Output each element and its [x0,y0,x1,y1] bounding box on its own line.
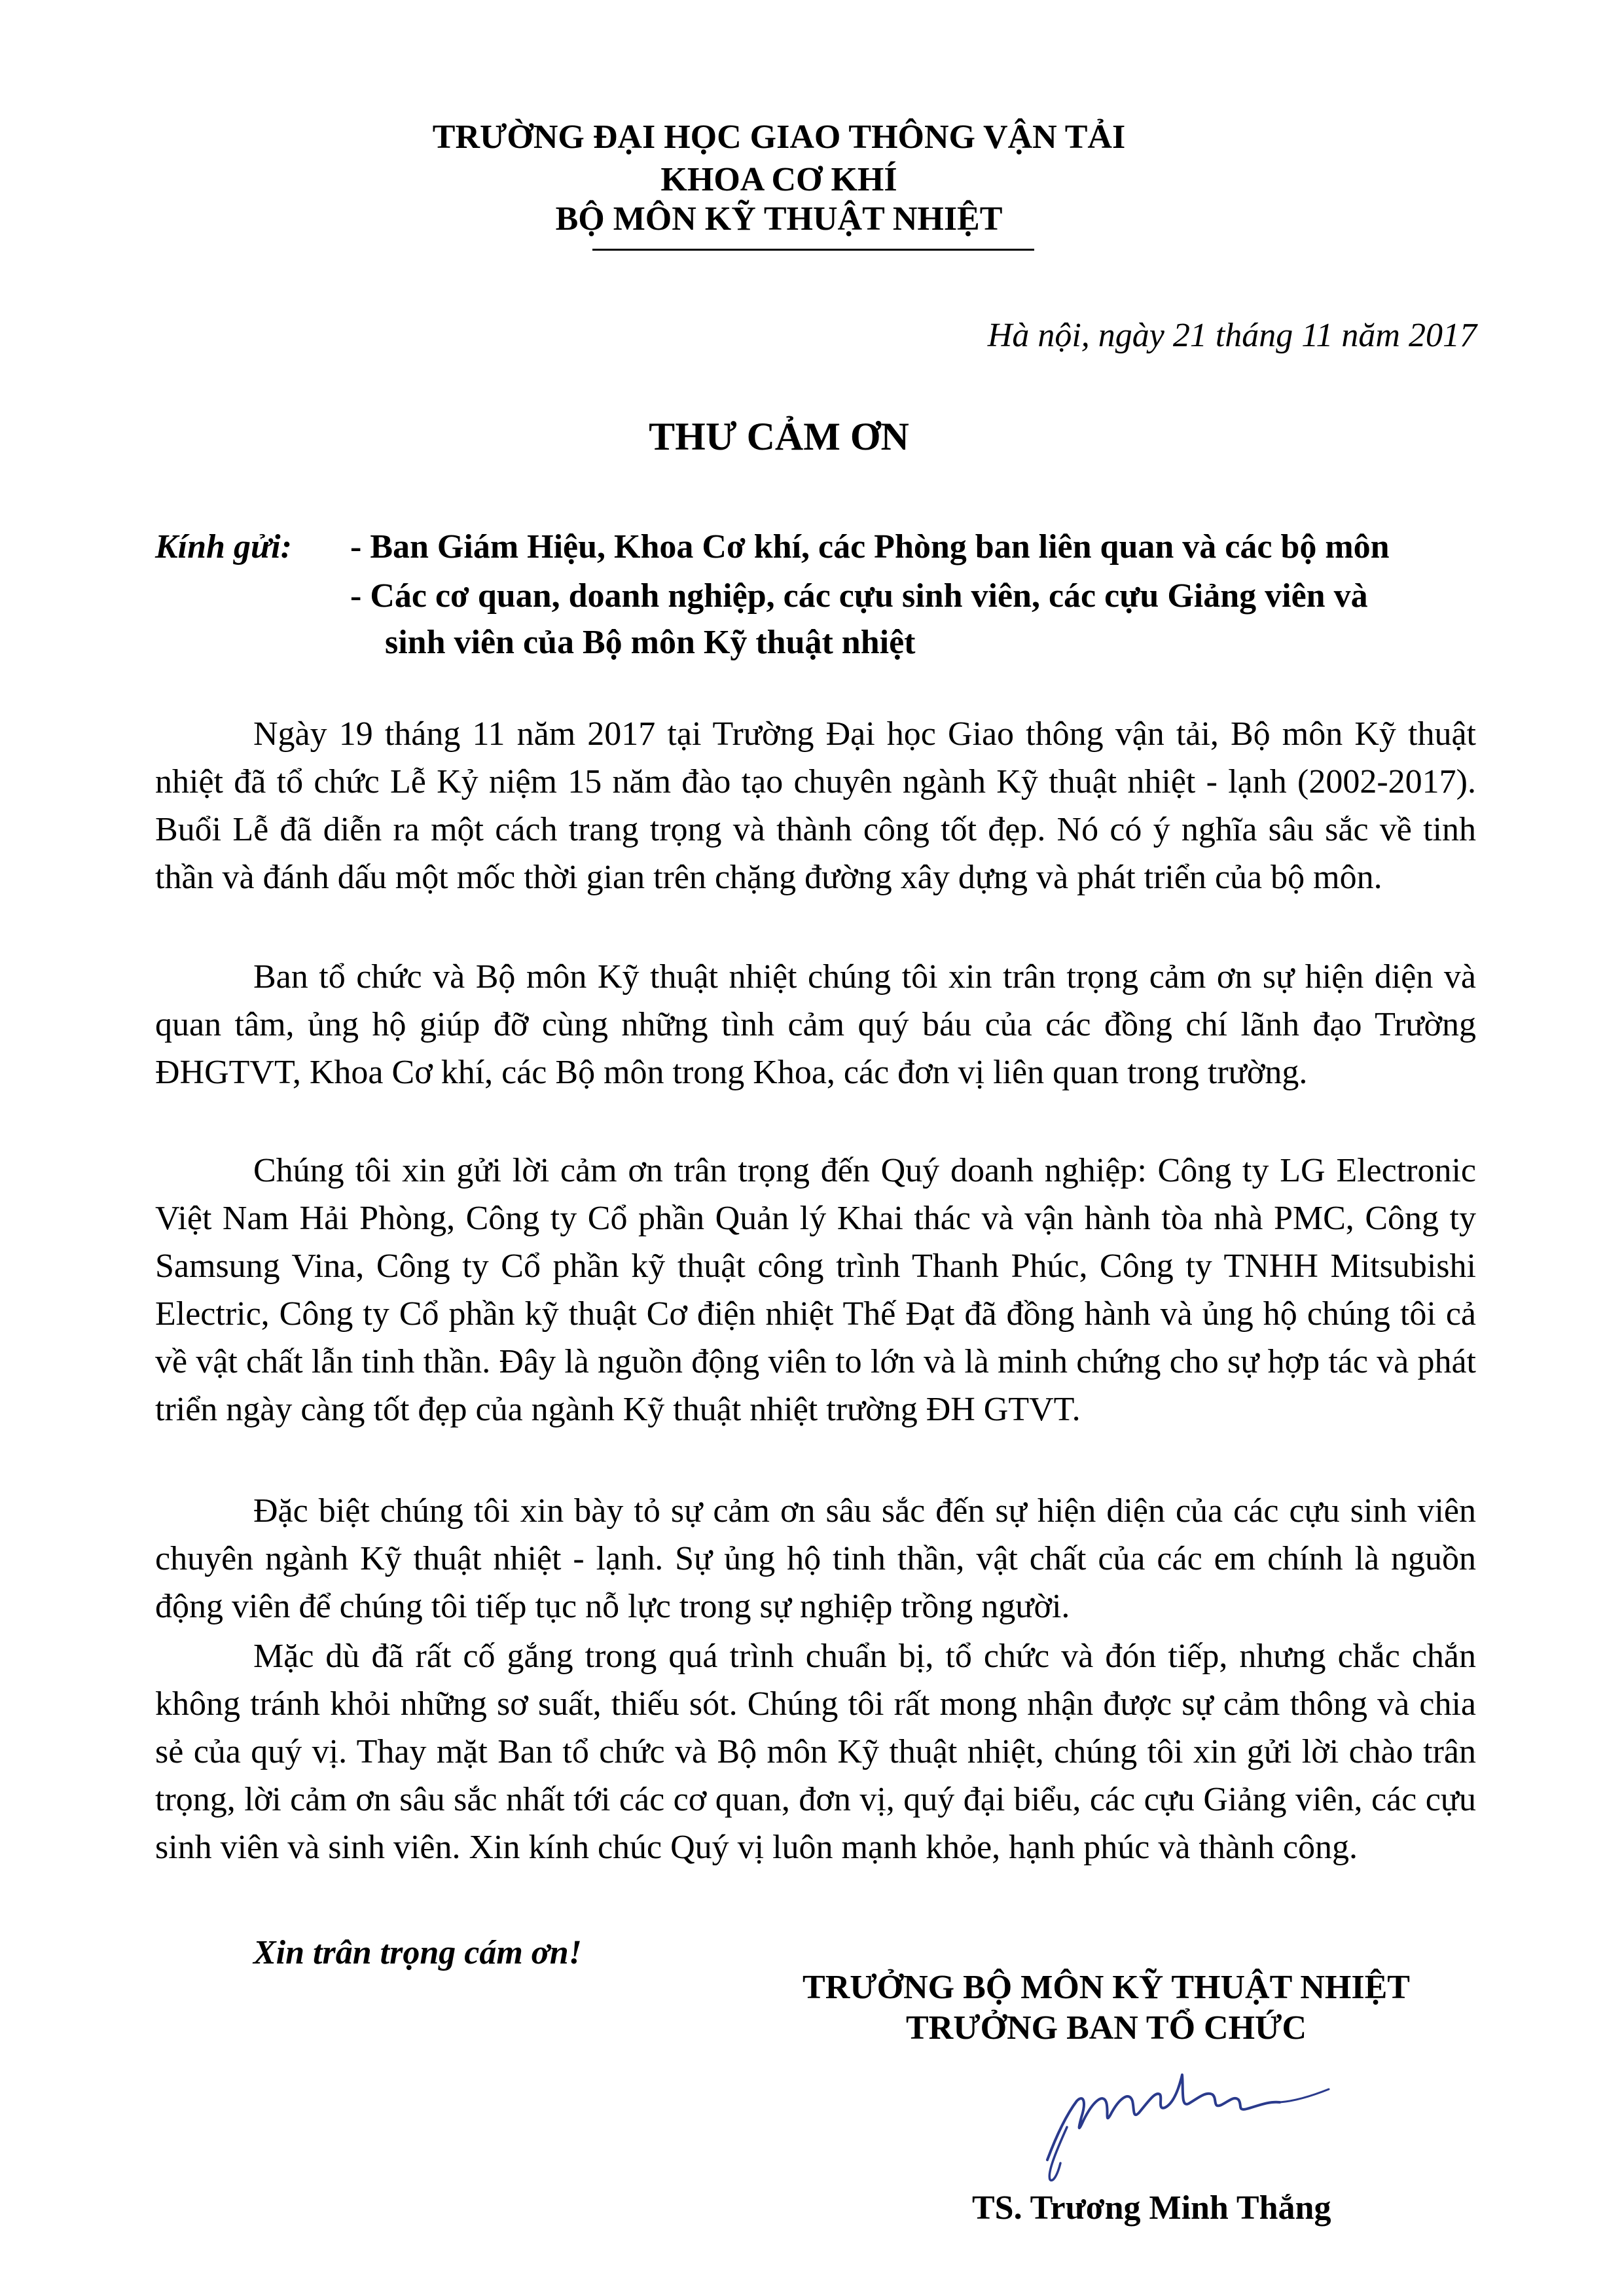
body-paragraph: Ban tổ chức và Bộ môn Kỹ thuật nhiệt chúng tôi xin trân trọng cảm ơn sự hiện diện và quan tâm, ủng hộ giúp đỡ cùng những tình cảm quý báu của các đồng chí lãnh đạo Trường ĐHGTVT, Khoa Cơ khí, các Bộ môn trong Khoa, các đơn vị liên quan trong trường. [155,958,1476,1091]
body-paragraph: Mặc dù đã rất cố gắng trong quá trình chuẩn bị, tổ chức và đón tiếp, nhưng chắc chắn không tránh khỏi những sơ suất, thiếu sót. Chúng tôi rất mong nhận được sự cảm thông và chia sẻ của quý vị. Thay mặt Ban tổ chức và Bộ môn Kỹ thuật nhiệt, chúng tôi xin gửi lời chào trân trọng, lời cảm ơn sâu sắc nhất tới các cơ quan, đơn vị, quý đại biểu, các cựu Giảng viên, các cựu sinh viên và sinh viên. Xin kính chúc Quý vị luôn mạnh khỏe, hạnh phúc và thành công. [155,1638,1476,1866]
closing-line: Xin trân trọng cám ơn! [253,1934,582,1971]
signer-name: TS. Trương Minh Thắng [972,2189,1331,2227]
recipient-item: sinh viên của Bộ môn Kỹ thuật nhiệt [385,624,916,661]
header-university: TRƯỜNG ĐẠI HỌC GIAO THÔNG VẬN TẢI [432,118,1126,156]
body-paragraph: Chúng tôi xin gửi lời cảm ơn trân trọng đến Quý doanh nghiệp: Công ty LG Electronic Việt Nam Hải Phòng, Công ty Cổ phần Quản lý Khai thác và vận hành tòa nhà PMC, Công ty Samsung Vina, Công ty Cổ phần kỹ thuật công trình Thanh Phúc, Công ty TNHH Mitsubishi Electric, Công ty Cổ phần kỹ thuật Cơ điện nhiệt Thế Đạt đã đồng hành và ủng hộ chúng tôi cả về vật chất lẫn tinh thần. Đây là nguồn động viên to lớn và là minh chứng cho sự hợp tác và phát triển ngày càng tốt đẹp của ngành Kỹ thuật nhiệt trường ĐH GTVT. [155,1152,1476,1428]
header-underline [592,249,1034,251]
signer-title-2: TRƯỞNG BAN TỔ CHỨC [906,2009,1307,2047]
recipient-item: - Ban Giám Hiệu, Khoa Cơ khí, các Phòng ban liên quan và các bộ môn [350,528,1390,565]
date-line: Hà nội, ngày 21 tháng 11 năm 2017 [987,317,1477,354]
body-paragraph: Đặc biệt chúng tôi xin bày tỏ sự cảm ơn sâu sắc đến sự hiện diện của các cựu sinh viên chuyên ngành Kỹ thuật nhiệt - lạnh. Sự ủng hộ tinh thần, vật chất của các em chính là nguồn động viên để chúng tôi tiếp tục nỗ lực trong sự nghiệp trồng người. [155,1492,1476,1625]
handwritten-signature [1021,2055,1335,2186]
letter-title: THƯ CẢM ƠN [649,415,909,458]
header-faculty: KHOA CƠ KHÍ [660,161,897,198]
body-paragraph: Ngày 19 tháng 11 năm 2017 tại Trường Đại học Giao thông vận tải, Bộ môn Kỹ thuật nhiệt đã tổ chức Lễ Kỷ niệm 15 năm đào tạo chuyên ngành Kỹ thuật nhiệt - lạnh (2002-2017). Buổi Lễ đã diễn ra một cách trang trọng và thành công tốt đẹp. Nó có ý nghĩa sâu sắc về tinh thần và đánh dấu một mốc thời gian trên chặng đường xây dựng và phát triển của bộ môn. [155,715,1476,896]
signer-title-1: TRƯỞNG BỘ MÔN KỸ THUẬT NHIỆT [803,1969,1410,2006]
recipients-label: Kính gửi: [155,528,292,565]
header-department: BỘ MÔN KỸ THUẬT NHIỆT [555,200,1003,238]
recipient-item: - Các cơ quan, doanh nghiệp, các cựu sinh viên, các cựu Giảng viên và [350,577,1368,615]
